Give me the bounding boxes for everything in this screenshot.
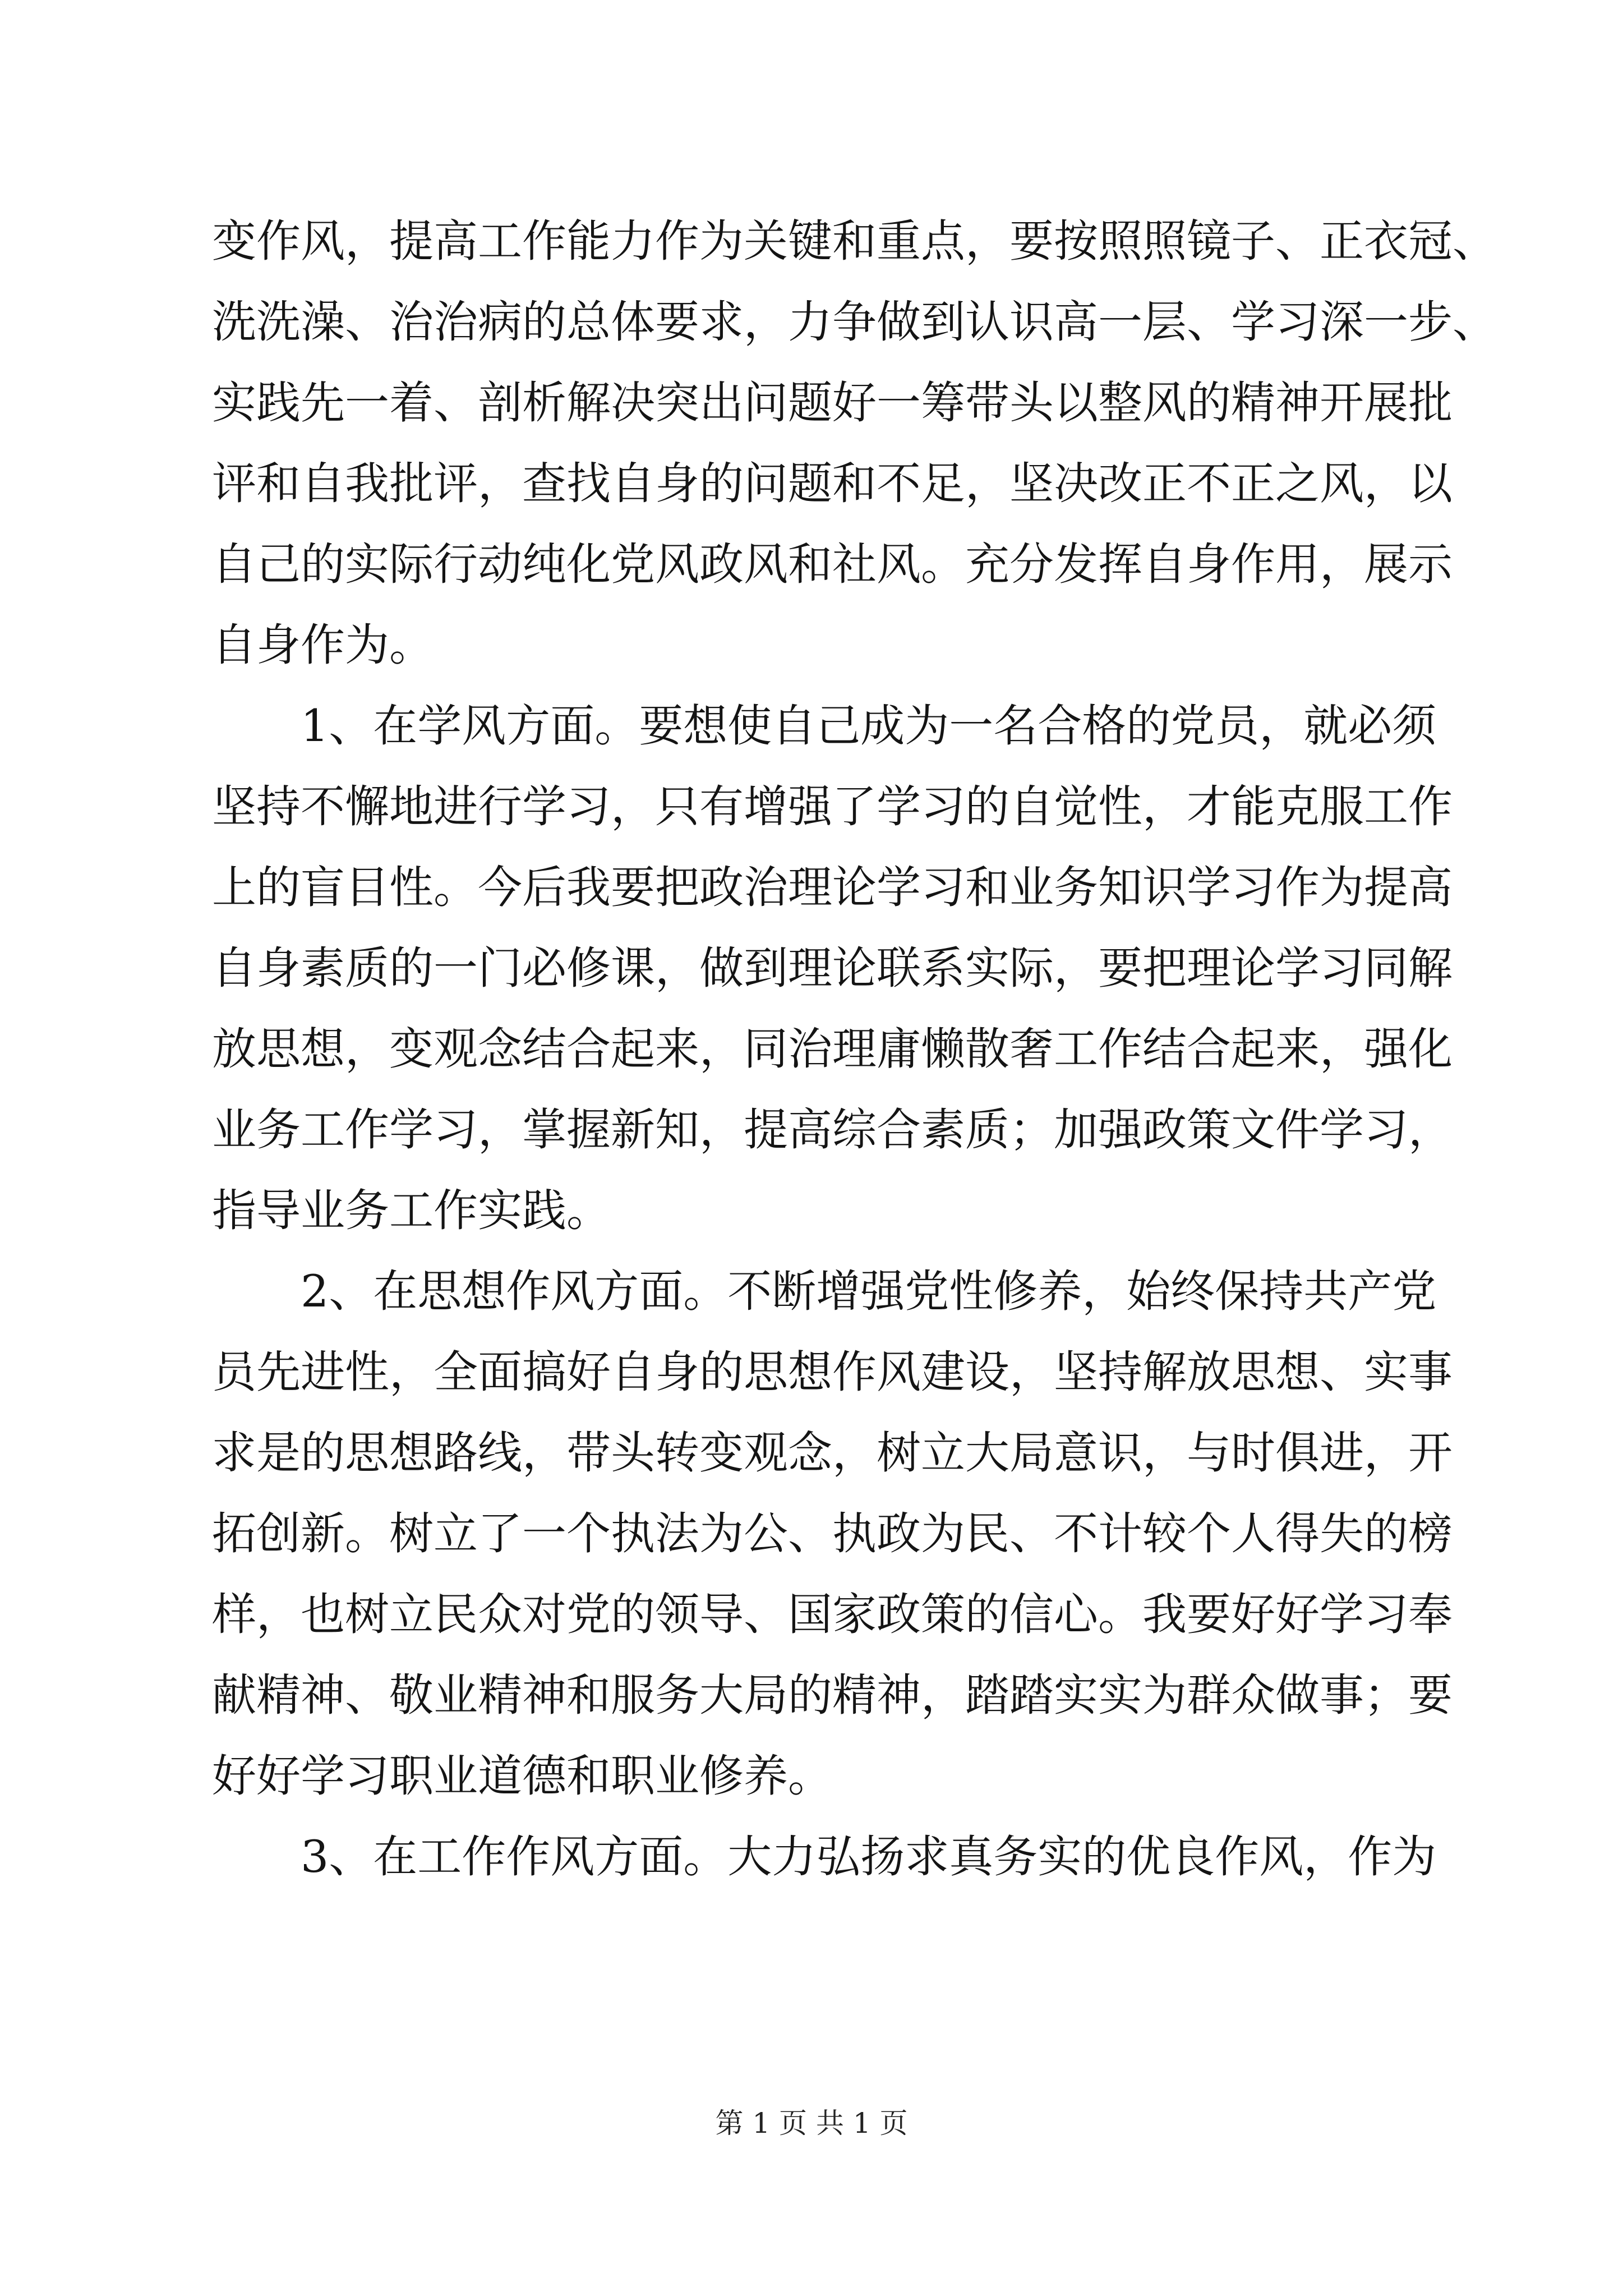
text-line: 献精神、敬业精神和服务大局的精神，踏踏实实为群众做事；要 [212, 1669, 1453, 1721]
page-number-footer: 第 1 页 共 1 页 [715, 2107, 908, 2139]
text-line: 求是的思想路线，带头转变观念，树立大局意识，与时俱进，开 [212, 1427, 1453, 1479]
text-line: 员先进性，全面搞好自身的思想作风建设，坚持解放思想、实事 [212, 1346, 1453, 1398]
text-line: 评和自我批评，查找自身的问题和不足，坚决改正不正之风，以 [212, 458, 1453, 509]
text-line: 样，也树立民众对党的领导、国家政策的信心。我要好好学习奉 [212, 1589, 1453, 1640]
text-line: 自身作为。 [212, 619, 434, 671]
text-line: 实践先一着、剖析解决突出问题好一筹带头以整风的精神开展批 [212, 377, 1453, 429]
text-line: 1、在学风方面。要想使自己成为一名合格的党员，就必须 [212, 700, 1437, 752]
text-line: 放思想，变观念结合起来，同治理庸懒散奢工作结合起来，强化 [212, 1023, 1453, 1075]
text-line: 拓创新。树立了一个执法为公、执政为民、不计较个人得失的榜 [212, 1508, 1453, 1559]
text-line: 业务工作学习，掌握新知，提高综合素质；加强政策文件学习， [212, 1104, 1453, 1156]
text-line: 3、在工作作风方面。大力弘扬求真务实的优良作风，作为 [212, 1831, 1437, 1883]
text-line: 洗洗澡、治治病的总体要求，力争做到认识高一层、学习深一步、 [212, 296, 1497, 348]
text-line: 2、在思想作风方面。不断增强党性修养，始终保持共产党 [212, 1266, 1437, 1317]
text-line: 变作风，提高工作能力作为关键和重点，要按照照镜子、正衣冠、 [212, 215, 1497, 267]
text-line: 上的盲目性。今后我要把政治理论学习和业务知识学习作为提高 [212, 862, 1453, 913]
text-line: 好好学习职业道德和职业修养。 [212, 1750, 832, 1802]
text-line: 自身素质的一门必修课，做到理论联系实际，要把理论学习同解 [212, 942, 1453, 994]
text-line: 自己的实际行动纯化党风政风和社风。充分发挥自身作用，展示 [212, 539, 1453, 590]
text-line: 指导业务工作实践。 [212, 1185, 611, 1236]
text-line: 坚持不懈地进行学习，只有增强了学习的自觉性，才能克服工作 [212, 781, 1453, 832]
